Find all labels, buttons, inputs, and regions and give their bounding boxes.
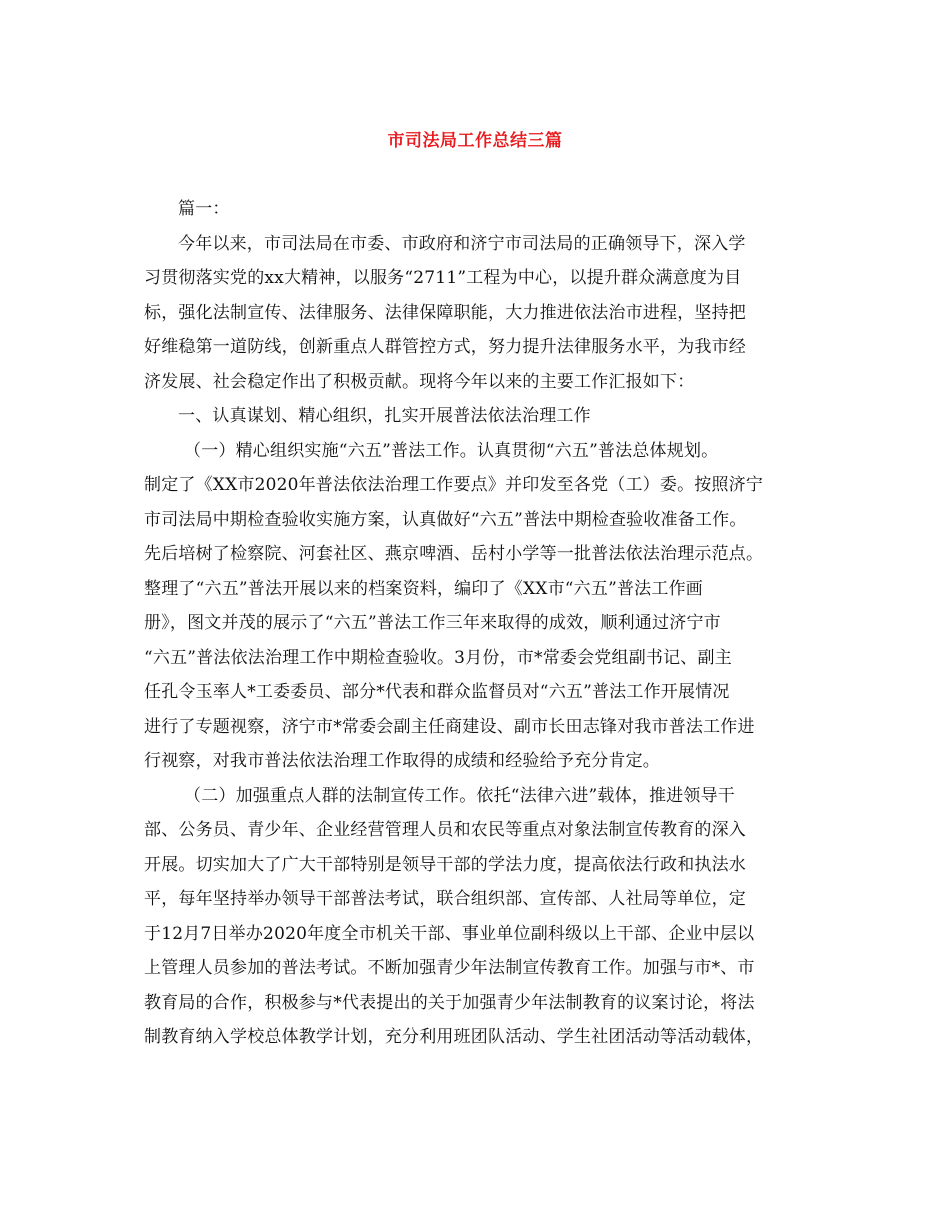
paragraph-line: 教育局的合作，积极参与*代表提出的关于加强青少年法制教育的议案讨论，将法 [144,992,755,1013]
paragraph-line: （一）精心组织实施“六五”普法工作。认真贯彻“六五”普法总体规划。 [184,440,719,461]
paragraph-line: 行视察，对我市普法依法治理工作取得的成绩和经验给予充分肯定。 [144,751,660,771]
paragraph-line: “六五”普法依法治理工作中期检查验收。3月份，市*常委会党组副书记、副主 [144,647,732,668]
paragraph-line: 好维稳第一道防线，创新重点人群管控方式，努力提升法律服务水平，为我市经 [144,337,746,357]
section-heading: 一、认真谋划、精心组织，扎实开展普法依法治理工作 [178,406,591,426]
paragraph-line: 先后培树了检察院、河套社区、燕京啤酒、岳村小学等一批普法依法治理示范点。 [144,544,764,564]
document-body [144,192,810,1055]
paragraph-line: 进行了专题视察，济宁市*常委会副主任商建设、副市长田志锋对我市普法工作进 [144,716,755,737]
paragraph-line: 制教育纳入学校总体教学计划，充分利用班团队活动、学生社团活动等活动载体， [144,1027,764,1047]
paragraph-line: 习贯彻落实党的xx大精神，以服务“2711”工程为中心，以提升群众满意度为目 [144,268,742,288]
paragraph-line: 标，强化法制宣传、法律服务、法律保障职能，大力推进依法治市进程，坚持把 [144,302,746,323]
paragraph-line: （二）加强重点人群的法制宣传工作。依托“法律六进”载体，推进领导干 [184,785,735,806]
paragraph-line: 制定了《XX市2020年普法依法治理工作要点》并印发至各党（工）委。按照济宁 [144,475,764,495]
paragraph-line: 整理了“六五”普法开展以来的档案资料，编印了《XX市“六五”普法工作画 [144,578,703,599]
paragraph-line: 平，每年坚持举办领导干部普法考试，联合组织部、宣传部、人社局等单位，定 [144,889,746,909]
paragraph-line: 部、公务员、青少年、企业经营管理人员和农民等重点对象法制宣传教育的深入 [144,820,746,840]
paragraph-line: 市司法局中期检查验收实施方案，认真做好“六五”普法中期检查验收准备工作。 [144,509,747,530]
paragraph-line: 开展。切实加大了广大干部特别是领导干部的学法力度，提高依法行政和执法水 [144,854,746,875]
paragraph-line: 济发展、社会稳定作出了积极贡献。现将今年以来的主要工作汇报如下： [144,371,695,392]
paragraph-line: 册》，图文并茂的展示了“六五”普法工作三年来取得的成效，顺利通过济宁市 [144,613,721,633]
paragraph-line: 于12月7日举办2020年度全市机关干部、事业单位副科级以上干部、企业中层以 [144,923,755,944]
paragraph-line: 篇一： [178,199,230,219]
paragraph-line: 上管理人员参加的普法考试。不断加强青少年法制宣传教育工作。加强与市*、市 [144,958,755,978]
paragraph-line: 今年以来，市司法局在市委、市政府和济宁市司法局的正确领导下，深入学 [178,233,746,254]
document-title: 市司法局工作总结三篇 [387,131,563,151]
paragraph-line: 任孔令玉率人*工委委员、部分*代表和群众监督员对“六五”普法工作开展情况 [144,682,730,702]
